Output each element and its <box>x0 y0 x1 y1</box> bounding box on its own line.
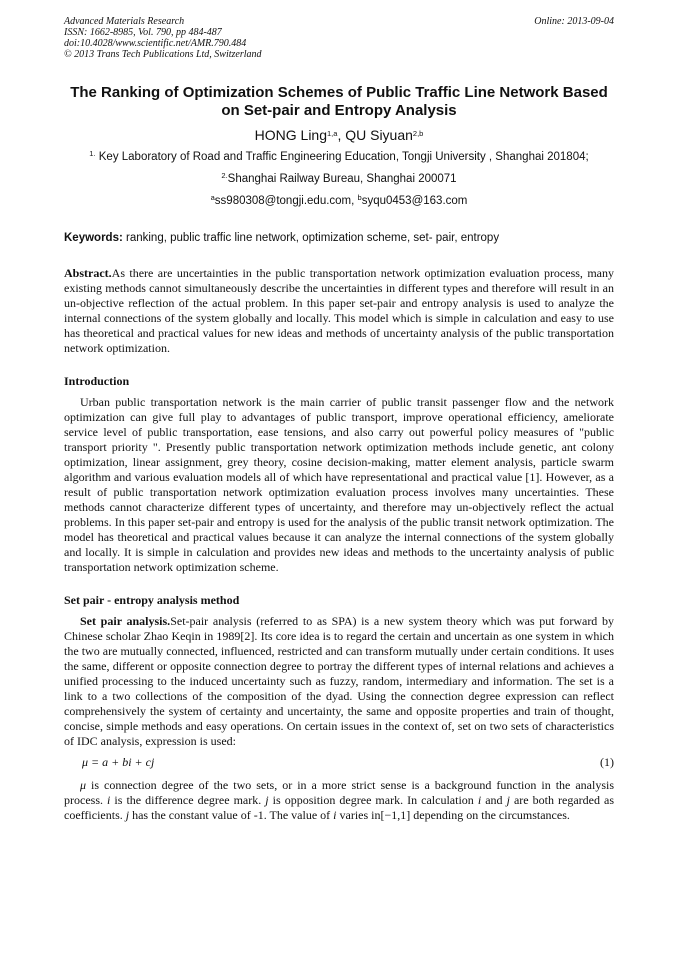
equation-1-number: (1) <box>600 755 614 769</box>
introduction-paragraph: Urban public transportation network is the main carrier of public transit passenger flow and the network optimization can give full play to advantages of public transport, improve operational efficiency, ameliorate service level of public transportation, ease tensions, and also carry out powerful policy measures of "public transport priority ". Presently public transportation network optimization methods include genetic, ant colony optimization, linear assignment, grey theory, cosine decision-making, matter element analysis, particle swarm algorithm and various evaluation models all of which have representational and practical value [1]. However, as a result of public transportation network optimization evaluation process involves many uncertainties. These methods cannot characterize different types of uncertainty, and therefore may un-objectively reflect the actual problems. In this paper set-pair and entropy is used for the analysis of the public transit network optimization. The model has theoretical and practical values because it can analyze the internal connections of the system globally and locally. It is simple in calculation and provides new ideas and methods to the uncertainty analysis of public transportation network optimization scheme. <box>64 395 614 574</box>
abstract-label: Abstract. <box>64 266 112 280</box>
email-b-sup: b <box>357 193 362 202</box>
method-text: Set-pair analysis (referred to as SPA) is a new system theory which was put forward by Chinese scholar Zhao Keqin in 1989[2]. Its core idea is to regard the certain and uncertain as one system in which the two are mutually connected, influenced, restricted and can transform mutually under certain conditions. It uses the same, different or opposite connection degree to portray the different types of internal relations and achieves a unified processing to the induced uncertainty such as fuzzy, random, intermediary and information. The set is a link to a two collections of the composition of the dyad. Using the connection degree expression can reflect comprehensively the system of certainty and uncertainty, the same and opposite properties and train of thought, concise, simple methods and easy operations. On certain issues in the context of, set on two sets of characteristics of IDC analysis, expression is used: <box>64 614 615 748</box>
affiliation-2-sup: 2. <box>221 171 228 180</box>
journal-header <box>64 16 614 60</box>
author-2-sup: 2,b <box>412 129 424 138</box>
affiliation-1-sup: 1. <box>89 149 96 158</box>
affiliation-2-text: Shanghai Railway Bureau, Shanghai 200071 <box>227 173 457 185</box>
symbol-i: i <box>333 808 337 822</box>
journal-doi[interactable]: doi:10.4028/www.scientific.net/AMR.790.484 <box>64 38 247 49</box>
online-date: Online: 2013-09-04 <box>534 16 614 27</box>
cd-text-e: are both regarded as coefficients. <box>64 793 615 822</box>
method-heading: Set pair - entropy analysis method <box>64 593 240 607</box>
journal-info <box>64 16 262 60</box>
cd-text-d: and <box>481 793 503 807</box>
author-line <box>64 126 614 144</box>
author-1-sup: 1,a <box>327 129 338 138</box>
affiliation-1-text: Key Laboratory of Road and Traffic Engineering Education, Tongji University , Shanghai 201804; <box>95 151 589 163</box>
interval-range: [−1,1] <box>380 808 411 822</box>
symbol-j: j <box>506 793 510 807</box>
cd-text-h: depending on the circumstances. <box>410 808 570 822</box>
abstract-text: As there are uncertainties in the public transportation network optimization evaluation process, many existing methods cannot simultaneously describe the uncertainties in different types and therefore will result in an un-objective reflection of the actual problem. In this paper set-pair and entropy analysis is used to analyze the internal connections of the system globally and locally. This model which is simple in calculation and easy to use has theoretical and practical values for new ideas and methods of uncertainty analysis of the public transportation network optimization. <box>64 266 614 355</box>
affiliation-1 <box>42 148 636 166</box>
cd-text-b: is the difference degree mark. <box>110 793 266 807</box>
keywords <box>64 230 614 246</box>
abstract-paragraph <box>64 266 614 356</box>
set-pair-subheading: Set pair analysis. <box>80 614 171 628</box>
symbol-j: j <box>125 808 130 822</box>
equation-1 <box>64 755 614 770</box>
introduction-heading: Introduction <box>64 374 130 388</box>
equation-1-expression: μ = a + bi + cj <box>82 755 155 769</box>
affiliation-2 <box>64 170 614 188</box>
author-2-name: QU Siyuan <box>345 127 413 143</box>
cd-text-a: is connection degree of the two sets, or in a more strict sense is a background function in the analysis process. <box>64 778 614 807</box>
connection-degree-paragraph <box>64 778 614 823</box>
keywords-text: ranking, public traffic line network, optimization scheme, set- pair, entropy <box>122 232 500 244</box>
cd-text-f: has the constant value of -1. The value of <box>129 808 334 822</box>
symbol-mu: μ <box>80 778 87 792</box>
journal-name: Advanced Materials Research <box>64 16 185 27</box>
method-paragraph <box>64 614 614 749</box>
journal-copyright: © 2013 Trans Tech Publications Ltd, Switzerland <box>64 49 262 60</box>
author-emails <box>64 192 614 210</box>
cd-text-c: is opposition degree mark. In calculation <box>268 793 478 807</box>
symbol-i: i <box>107 793 111 807</box>
email-a[interactable]: ss980308@tongji.edu.com, <box>214 195 358 207</box>
author-separator: , <box>337 127 346 143</box>
symbol-i: i <box>477 793 482 807</box>
email-a-sup: a <box>210 193 215 202</box>
journal-issn: ISSN: 1662-8985, Vol. 790, pp 484-487 <box>64 27 222 38</box>
keywords-label: Keywords: <box>64 232 123 244</box>
cd-text-g: varies in <box>336 808 381 822</box>
author-1-name: HONG Ling <box>254 127 327 143</box>
symbol-j: j <box>265 793 269 807</box>
paper-title: The Ranking of Optimization Schemes of Public Traffic Line Network Based on Set-pair and Entropy Analysis <box>70 84 608 119</box>
email-b[interactable]: syqu0453@163.com <box>361 195 468 207</box>
